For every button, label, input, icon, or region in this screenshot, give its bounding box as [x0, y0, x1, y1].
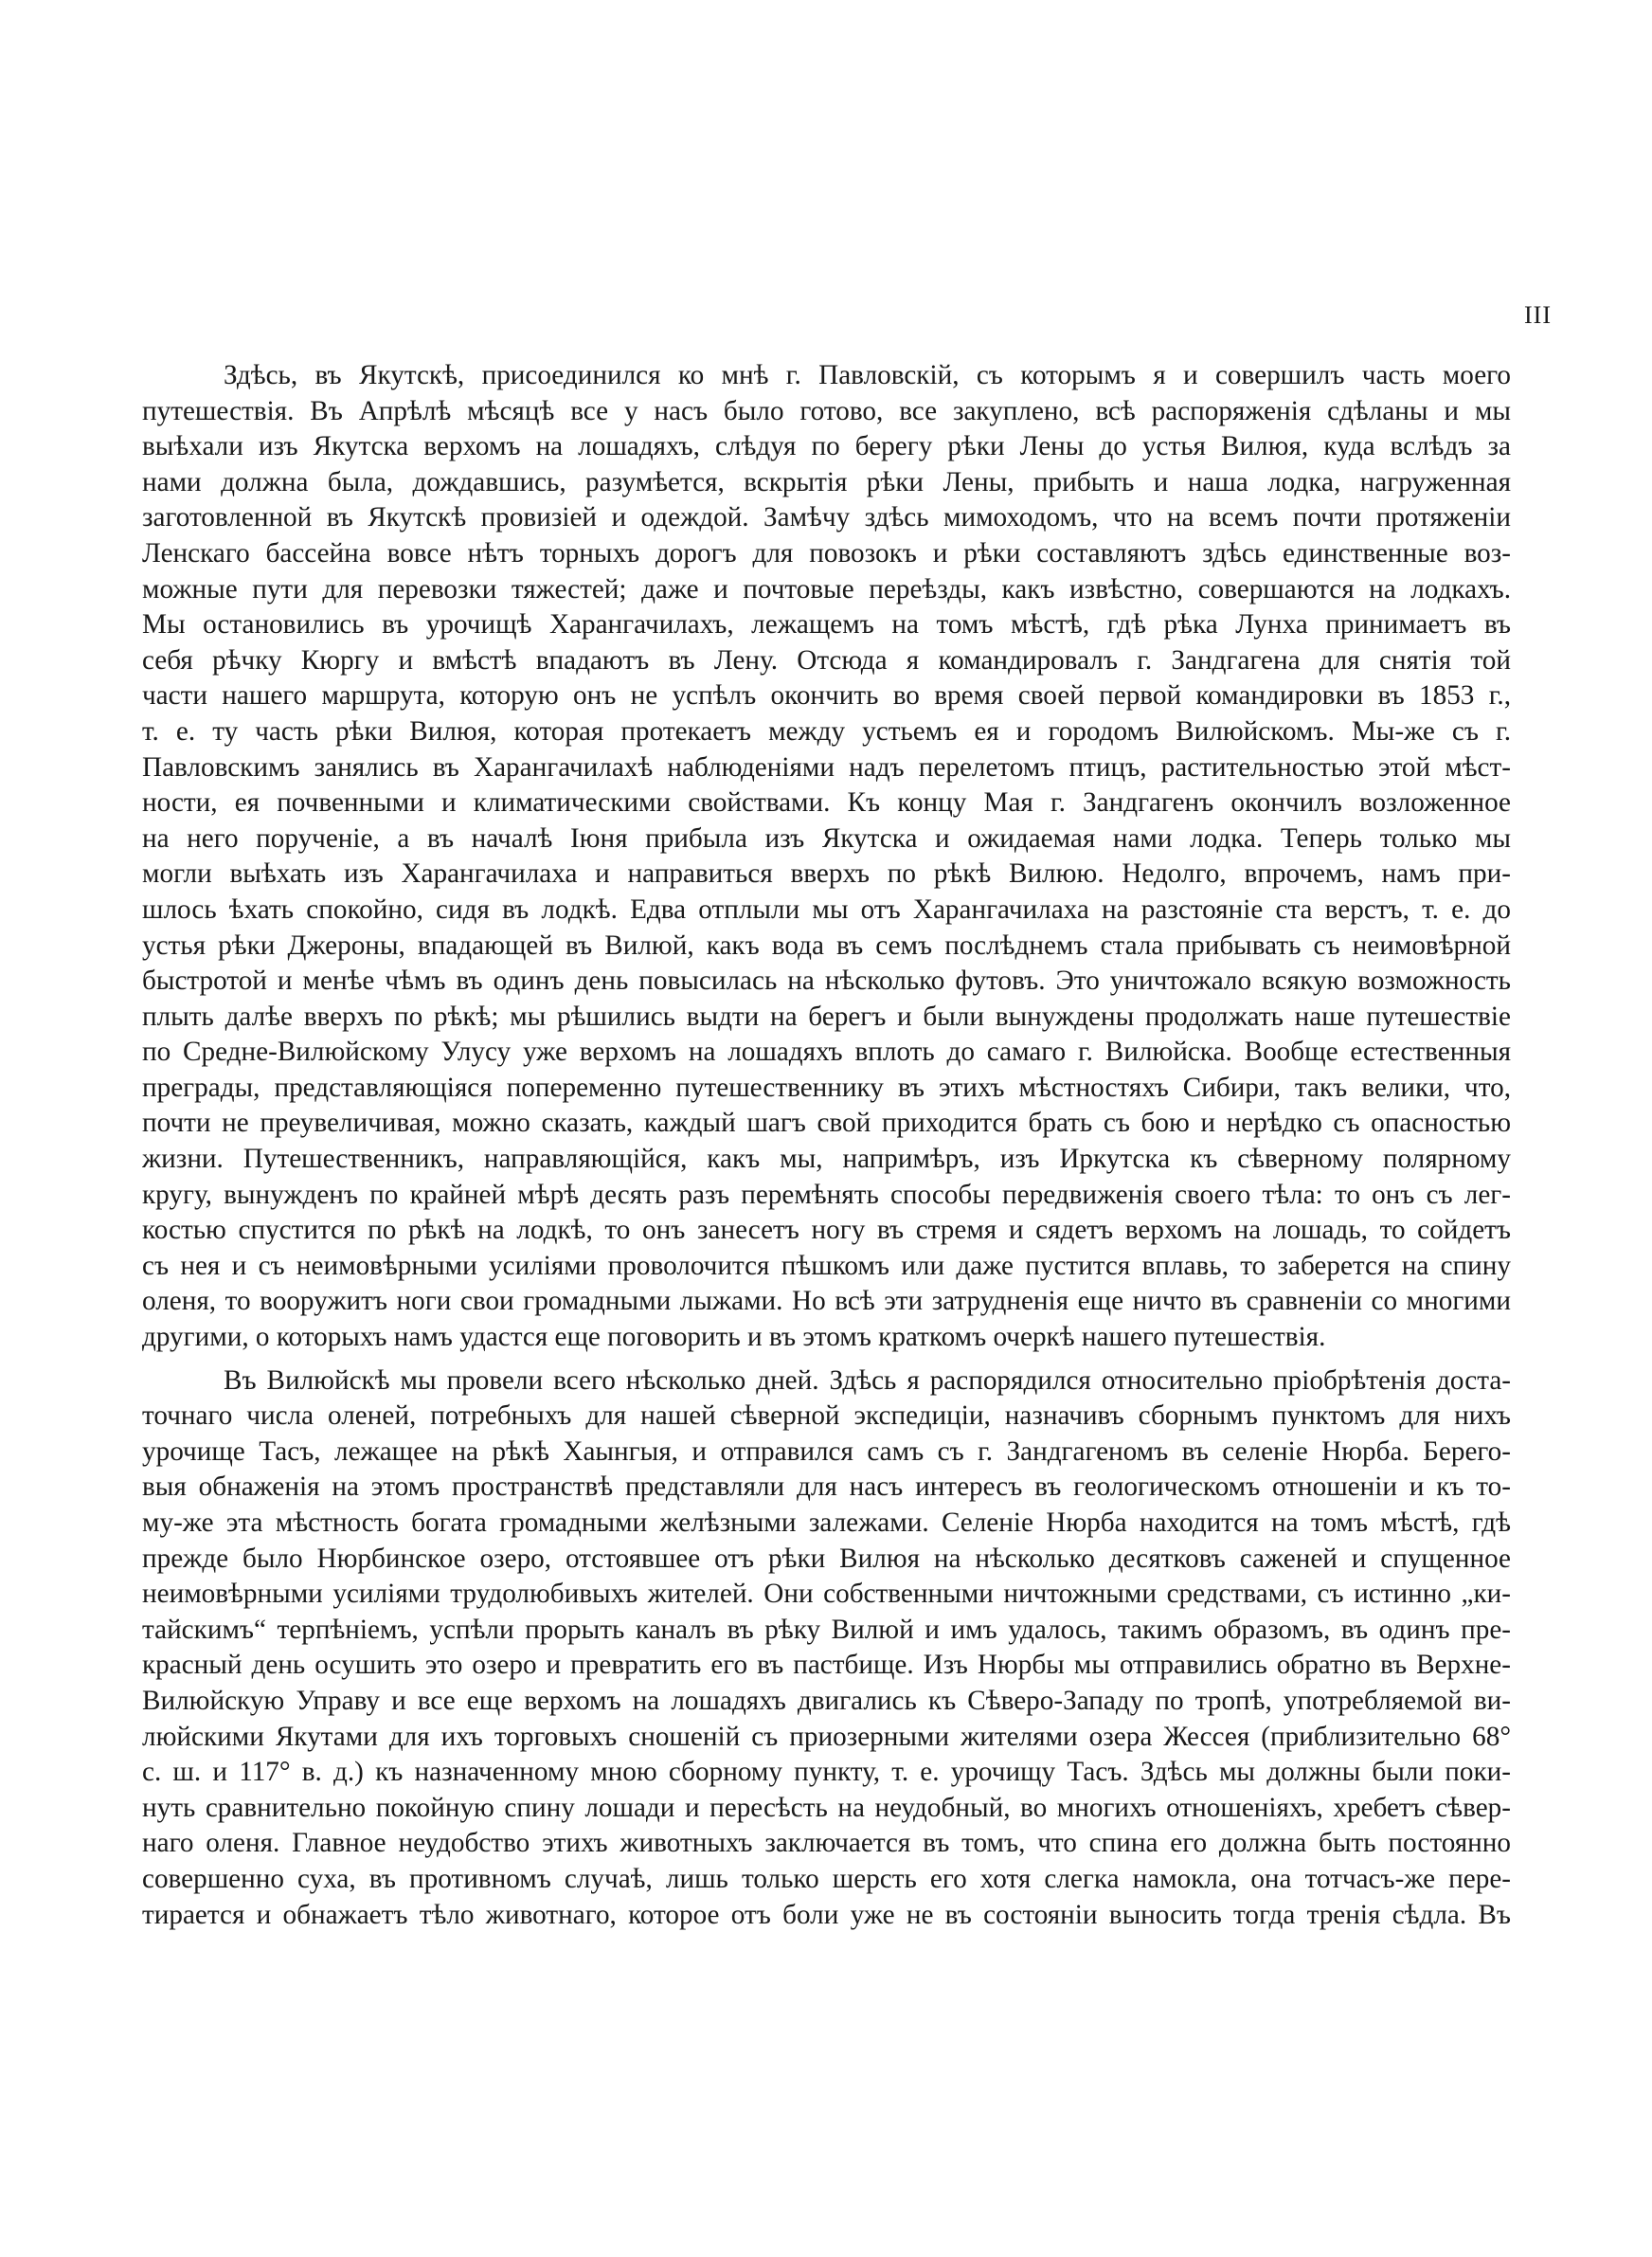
page-number: III	[1524, 301, 1552, 329]
text-line: люйскими Якутами для ихъ торговыхъ сношеній съ приозерными жителями озера Жессея (приблизительно 68°	[142, 1721, 1511, 1752]
text-line: прежде было Нюрбинское озеро, отстоявшее отъ рѣки Вилюя на нѣсколько десятковъ саженей и спущенное	[142, 1543, 1511, 1574]
text-line: тайскимъ“ терпѣніемъ, успѣли прорыть каналъ въ рѣку Вилюй и имъ удалось, такимъ образомъ, въ одинъ пре-	[142, 1614, 1511, 1645]
paragraph-2	[142, 1363, 1511, 1934]
paragraph-1	[142, 358, 1511, 1356]
text-line: устья рѣки Джероны, впадающей въ Вилюй, какъ вода въ семъ послѣднемъ стала прибывать съ неимовѣрной	[142, 930, 1511, 961]
text-line: можные пути для перевозки тяжестей; даже и почтовые переѣзды, какъ извѣстно, совершаются на лодкахъ.	[142, 573, 1511, 605]
text-line: урочище Тасъ, лежащее на рѣкѣ Хаынгыя, и отправился самъ съ г. Зандгагеномъ въ селеніе Нюрба. Берего-	[142, 1435, 1511, 1467]
text-line: Вилюйскую Управу и все еще верхомъ на лошадяхъ двигались къ Сѣверо-Западу по тропѣ, употребляемой ви-	[142, 1685, 1511, 1716]
text-line: костью спустится по рѣкѣ на лодкѣ, то онъ занесетъ ногу въ стремя и сядетъ верхомъ на лошадь, то сойдетъ	[142, 1215, 1511, 1246]
body-text	[142, 358, 1511, 1933]
text-line: Мы остановились въ урочищѣ Харангачилахъ, лежащемъ на томъ мѣстѣ, гдѣ рѣка Лунха принимаетъ въ	[142, 609, 1511, 641]
text-line: могли выѣхать изъ Харангачилаха и направиться вверхъ по рѣкѣ Вилюю. Недолго, впрочемъ, намъ при-	[142, 858, 1511, 890]
text-line: оленя, то вооружитъ ноги свои громадными лыжами. Но всѣ эти затрудненія еще ничто въ сравненіи со многими	[142, 1286, 1511, 1317]
text-line: по Средне-Вилюйскому Улусу уже верхомъ на лошадяхъ вплоть до самаго г. Вилюйска. Вообще естественныя	[142, 1037, 1511, 1068]
text-line: другими, о которыхъ намъ удастся еще поговорить и въ этомъ краткомъ очеркѣ нашего путешествія.	[142, 1322, 1326, 1353]
text-line: ности, ея почвенными и климатическими свойствами. Къ концу Мая г. Зандгагенъ окончилъ возложенное	[142, 787, 1511, 819]
text-line: шлось ѣхать спокойно, сидя въ лодкѣ. Едва отплыли мы отъ Харангачилаха на разстояніе ста верстъ, т. е. до	[142, 894, 1511, 925]
text-line: наго оленя. Главное неудобство этихъ животныхъ заключается въ томъ, что спина его должна быть постоянно	[142, 1828, 1511, 1859]
text-line: Здѣсь, въ Якутскѣ, присоединился ко мнѣ г. Павловскій, съ которымъ я и совершилъ часть моего	[224, 360, 1511, 390]
text-line: совершенно суха, въ противномъ случаѣ, лишь только шерсть его хотя слегка намокла, она тотчасъ-же пере-	[142, 1863, 1511, 1894]
text-line: заготовленной въ Якутскѣ провизіей и одеждой. Замѣчу здѣсь мимоходомъ, что на всемъ почти протяженіи	[142, 502, 1511, 533]
text-line: т. е. ту часть рѣки Вилюя, которая протекаетъ между устьемъ ея и городомъ Вилюйскомъ. Мы-же съ г.	[142, 715, 1511, 747]
text-line: съ нея и съ неимовѣрными усиліями проволочится пѣшкомъ или даже пустится вплавь, то заберется на спину	[142, 1250, 1511, 1281]
text-line: му-же эта мѣстность богата громадными желѣзными залежами. Селеніе Нюрба находится на томъ мѣстѣ, гдѣ	[142, 1508, 1511, 1538]
text-line: быстротой и менѣе чѣмъ въ одинъ день повысилась на нѣсколько футовъ. Это уничтожало всякую возможность	[142, 966, 1511, 997]
text-line: нами должна была, дождавшись, разумѣется, вскрытія рѣки Лены, прибыть и наша лодка, нагруженная	[142, 466, 1511, 497]
text-line: Въ Вилюйскѣ мы провели всего нѣсколько дней. Здѣсь я распорядился относительно пріобрѣтенія доста-	[224, 1364, 1511, 1396]
text-line: точнаго числа оленей, потребныхъ для нашей сѣверной экспедиціи, назначивъ сборнымъ пунктомъ для нихъ	[142, 1400, 1511, 1432]
text-line: с. ш. и 117° в. д.) къ назначенному мною сборному пункту, т. е. урочищу Тасъ. Здѣсь мы должны были поки-	[142, 1757, 1511, 1788]
text-line: тирается и обнажаетъ тѣло животнаго, которое отъ боли уже не въ состояніи выносить тогда тренія сѣдла. Въ	[142, 1899, 1511, 1930]
text-line: нуть сравнительно покойную спину лошади и пересѣсть на неудобный, во многихъ отношеніяхъ, хребетъ сѣвер-	[142, 1792, 1511, 1823]
paragraph-gap	[142, 1356, 1511, 1363]
text-line: кругу, вынужденъ по крайней мѣрѣ десять разъ перемѣнять способы передвиженія своего тѣла: то онъ съ лег-	[142, 1179, 1511, 1210]
text-line: почти не преувеличивая, можно сказать, каждый шагъ свой приходится брать съ бою и нерѣдко съ опасностью	[142, 1108, 1511, 1139]
text-line: неимовѣрными усиліями трудолюбивыхъ жителей. Они собственными ничтожными средствами, съ истинно „ки-	[142, 1579, 1511, 1610]
text-line: части нашего маршрута, которую онъ не успѣлъ окончить во время своей первой командировки въ 1853 г.,	[142, 680, 1511, 712]
text-line: выя обнаженія на этомъ пространствѣ представляли для насъ интересъ въ геологическомъ отношеніи и къ то-	[142, 1472, 1511, 1503]
text-line: путешествія. Въ Апрѣлѣ мѣсяцѣ все у насъ было готово, все закуплено, всѣ распоряженія сдѣланы и мы	[142, 395, 1511, 426]
text-line: жизни. Путешественникъ, направляющійся, какъ мы, напримѣръ, изъ Иркутска къ сѣверному полярному	[142, 1144, 1511, 1175]
text-line: красный день осушить это озеро и превратить его въ пастбище. Изъ Нюрбы мы отправились обратно въ Верхне-	[142, 1650, 1511, 1681]
text-line: плыть далѣе вверхъ по рѣкѣ; мы рѣшились выдти на берегъ и были вынуждены продолжать наше путешествіе	[142, 1001, 1511, 1032]
text-line: Ленскаго бассейна вовсе нѣтъ торныхъ дорогъ для повозокъ и рѣки составляютъ здѣсь единственные воз-	[142, 537, 1511, 569]
text-line: преграды, представляющіяся попеременно путешественнику въ этихъ мѣстностяхъ Сибири, такъ велики, что,	[142, 1072, 1511, 1103]
text-line: Павловскимъ занялись въ Харангачилахѣ наблюденіями надъ перелетомъ птицъ, растительностью этой мѣст-	[142, 751, 1511, 783]
text-line: выѣхали изъ Якутска верхомъ на лошадяхъ, слѣдуя по берегу рѣки Лены до устья Вилюя, куда вслѣдъ за	[142, 431, 1511, 462]
text-line: на него порученіе, а въ началѣ Іюня прибыла изъ Якутска и ожидаемая нами лодка. Теперь только мы	[142, 822, 1511, 854]
text-line: себя рѣчку Кюргу и вмѣстѣ впадаютъ въ Лену. Отсюда я командировалъ г. Зандгагена для снятія той	[142, 644, 1511, 676]
